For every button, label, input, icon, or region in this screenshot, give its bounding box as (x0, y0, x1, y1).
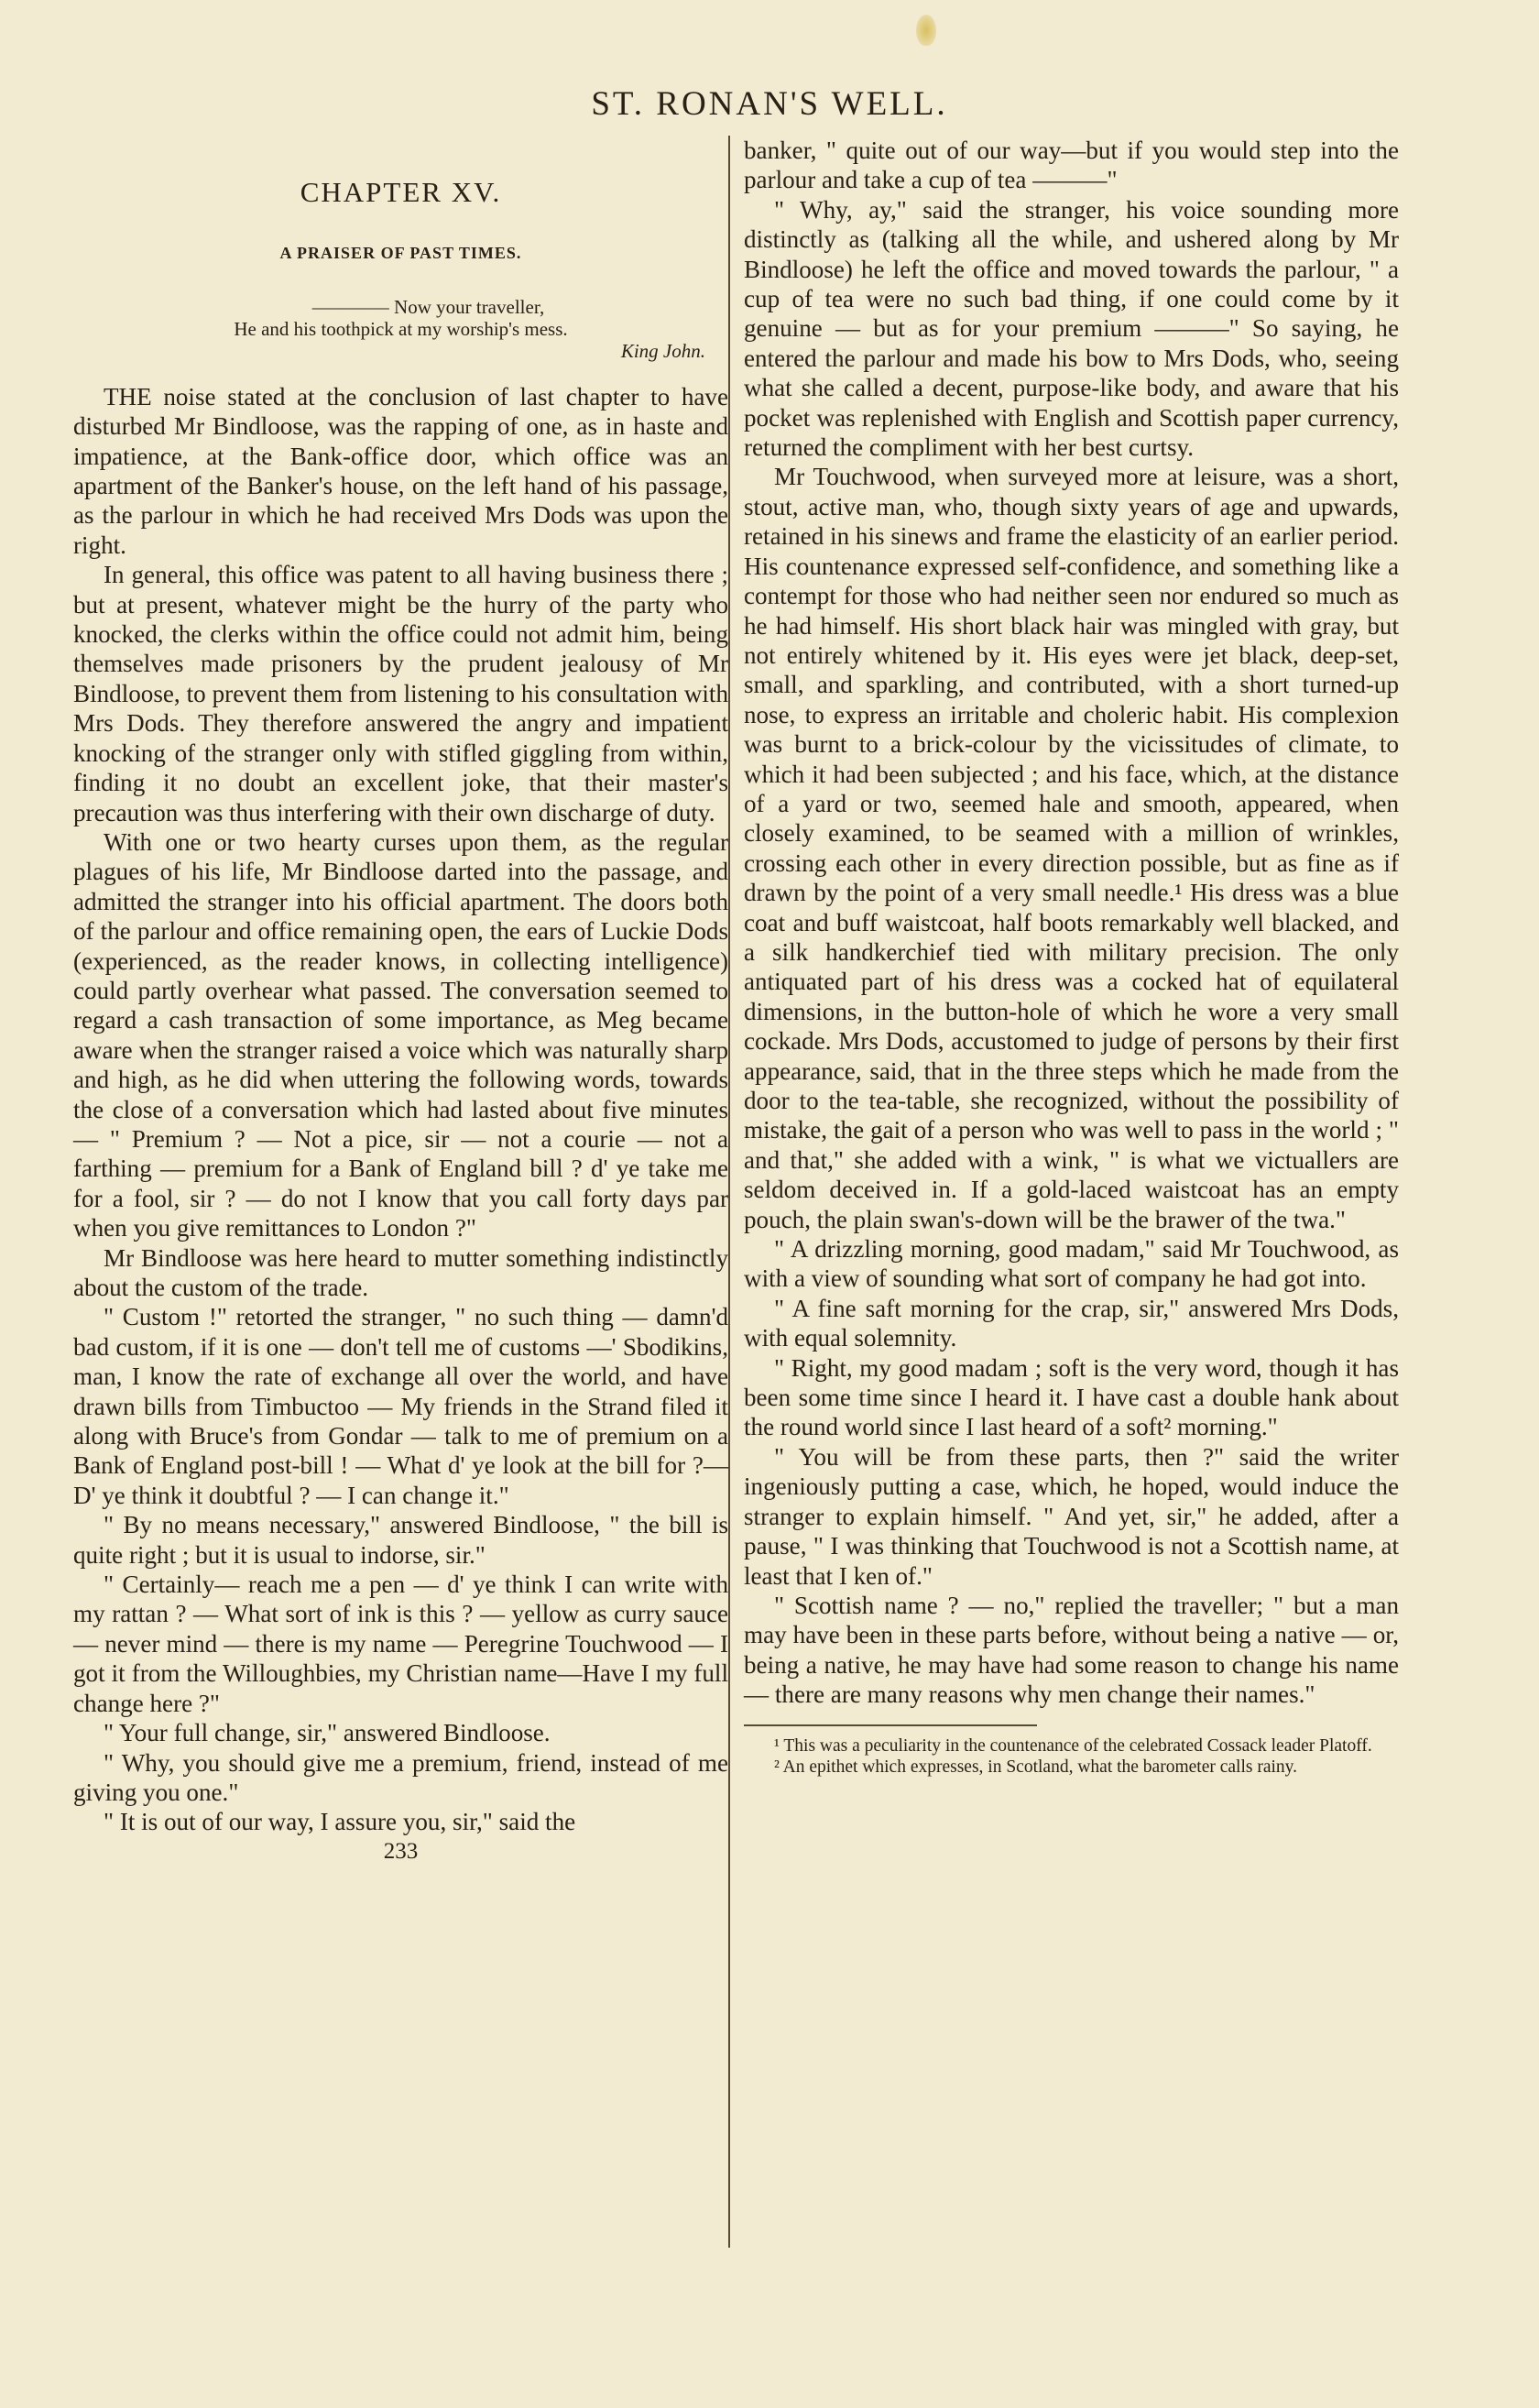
paragraph: banker, " quite out of our way—but if you would step into the parlour and take a cup of tea ———" (744, 137, 1399, 194)
paragraph: THE noise stated at the conclusion of last chapter to have disturbed Mr Bindloose, was the rapping of one, as in haste and impatience, at the Bank-office door, which office was an apartment of the Banker's house, on the left hand of his passage, as the parlour in which he had received Mrs Dods was upon the right. (73, 382, 728, 559)
right-column (744, 136, 1399, 1778)
footnote-rule (744, 1724, 1037, 1726)
paragraph: " You will be from these parts, then ?" said the writer ingeniously putting a case, which, he hoped, would induce the stranger to explain himself. " And yet, sir," he added, after a pause, " I was thinking that Touchwood is not a Scottish name, at least that I ken of." (744, 1442, 1399, 1590)
paragraph: " A drizzling morning, good madam," said Mr Touchwood, as with a view of sounding what sort of company he had got into. (744, 1235, 1399, 1293)
column-divider (728, 136, 730, 2248)
paragraph: " Why, ay," said the stranger, his voice sounding more distinctly as (talking all the while, and ushered along by Mr Bindloose) he left the office and moved towards the parlour, " a cup of tea were no such bad thing, if one could come by it genuine — but as for your premium ———" So saying, he entered the parlour and made his bow to Mrs Dods, who, seeing what she called a decent, purpose-like body, and aware that his pocket was replenished with English and Scottish paper currency, returned the compliment with her best curtsy. (744, 195, 1399, 462)
epigraph-line: He and his toothpick at my worship's mess. (234, 317, 568, 340)
page-number: 233 (383, 1838, 419, 1864)
paragraph: " It is out of our way, I assure you, sir," said the (104, 1808, 576, 1836)
footnote: ¹ This was a peculiarity in the countenance of the celebrated Cossack leader Platoff. (774, 1735, 1372, 1756)
paragraph: " Certainly— reach me a pen — d' ye think I can write with my rattan ? — What sort of ink is this ? — yellow as curry sauce — never mind — there is my name — Peregrine Touchwood — I got it from the Willoughbies, my Christian name—Have I my full change here ?" (73, 1571, 728, 1717)
footnote: ² An epithet which expresses, in Scotland, what the barometer calls rainy. (774, 1757, 1298, 1777)
paragraph: " Custom !" retorted the stranger, " no such thing — damn'd bad custom, if it is one — don't tell me of customs —' Sbodikins, man, I know the rate of exchange all over the world, and have drawn bills from Timbuctoo — My friends in the Strand filed it along with Bruce's from Gondar — talk to me of premium on a Bank of England post-bill ! — What d' ye look at the bill for ?—D' ye think it doubtful ? — I can change it." (73, 1303, 728, 1509)
epigraph-line: ———— Now your traveller, (311, 295, 545, 318)
paragraph: " Scottish name ? — no," replied the traveller; " but a man may have been in these parts before, without being a native — or, being a native, he may have had some reason to change his name — there are many reasons why men change their names." (744, 1591, 1399, 1709)
paragraph: " By no means necessary," answered Bindloose, " the bill is quite right ; but it is usual to indorse, sir." (73, 1511, 728, 1569)
paragraph: " A fine saft morning for the crap, sir," answered Mrs Dods, with equal solemnity. (744, 1294, 1399, 1352)
paragraph: " Right, my good madam ; soft is the very word, though it has been some time since I heard it. I have cast a double hank about the round world since I last heard of a soft² morning." (744, 1353, 1399, 1441)
running-head: ST. RONAN'S WELL. (591, 85, 948, 123)
paragraph: In general, this office was patent to all having business there ; but at present, whatever might be the hurry of the party who knocked, the clerks within the office could not admit him, being themselves made prisoners by the prudent jealousy of Mr Bindloose, to prevent them from listening to his consultation with Mrs Dods. They therefore answered the angry and impatient knocking of the stranger only with stifled giggling from within, finding it no doubt an excellent joke, that their master's precaution was thus interfering with their own discharge of duty. (73, 561, 728, 826)
chapter-title: CHAPTER XV. (300, 176, 502, 208)
ink-stain (916, 15, 936, 46)
paragraph: " Why, you should give me a premium, friend, instead of me giving you one." (73, 1748, 728, 1806)
epigraph (73, 296, 728, 362)
paragraph: Mr Touchwood, when surveyed more at leisure, was a short, stout, active man, who, though sixty years of age and upwards, retained in his sinews and frame the elasticity of an earlier period. His countenance expressed self-confidence, and something like a contempt for those who had neither seen nor endured so much as he had himself. His short black hair was mingled with gray, but not entirely whitened by it. His eyes were jet black, deep-set, small, and sparkling, and contributed, with a short turned-up nose, to express an irritable and choleric habit. His complexion was burnt to a brick-colour by the vicissitudes of climate, to which it had been subjected ; and his face, which, at the distance of a yard or two, seemed hale and smooth, appeared, when closely examined, to be seamed with a million of wrinkles, crossing each other in every direction possible, but as fine as if drawn by the point of a very small needle.¹ His dress was a blue coat and buff waistcoat, half boots remarkably well blacked, and a silk handkerchief tied with military precision. The only antiquated part of his dress was a cocked hat of equilateral dimensions, in the button-hole of which he wore a very small cockade. Mrs Dods, accustomed to judge of persons by their first appearance, said, that in the three steps which he made from the door to the tea-table, she recognized, without the possibility of mistake, the gait of a person who was well to pass in the world ; " and that," she added with a wink, " is what we victuallers are seldom deceived in. If a gold-laced waistcoat has an empty pouch, the plain swan's-down will be the brawer of the twa." (744, 463, 1399, 1233)
paragraph: " Your full change, sir," answered Bindloose. (104, 1719, 551, 1747)
chapter-subtitle: A PRAISER OF PAST TIMES. (279, 244, 522, 263)
epigraph-citation: King John. (620, 339, 705, 362)
paragraph: Mr Bindloose was here heard to mutter something indistinctly about the custom of the trade. (73, 1243, 728, 1301)
left-column (73, 139, 728, 1866)
paragraph: With one or two hearty curses upon them, as the regular plagues of his life, Mr Bindloose darted into the passage, and admitted the stranger into his official apartment. The doors both of the parlour and office remaining open, the ears of Luckie Dods (experienced, as the reader knows, in collecting intelligence) could partly overhear what passed. The conversation seemed to regard a cash transaction of some importance, as Meg became aware when the stranger raised a voice which was naturally sharp and high, as he did when uttering the following words, towards the close of a conversation which had lasted about five minutes — " Premium ? — Not a pice, sir — not a courie — not a farthing — premium for a Bank of England bill ? d' ye take me for a fool, sir ? — do not I know that you call forty days par when you give remittances to London ?" (73, 827, 728, 1242)
